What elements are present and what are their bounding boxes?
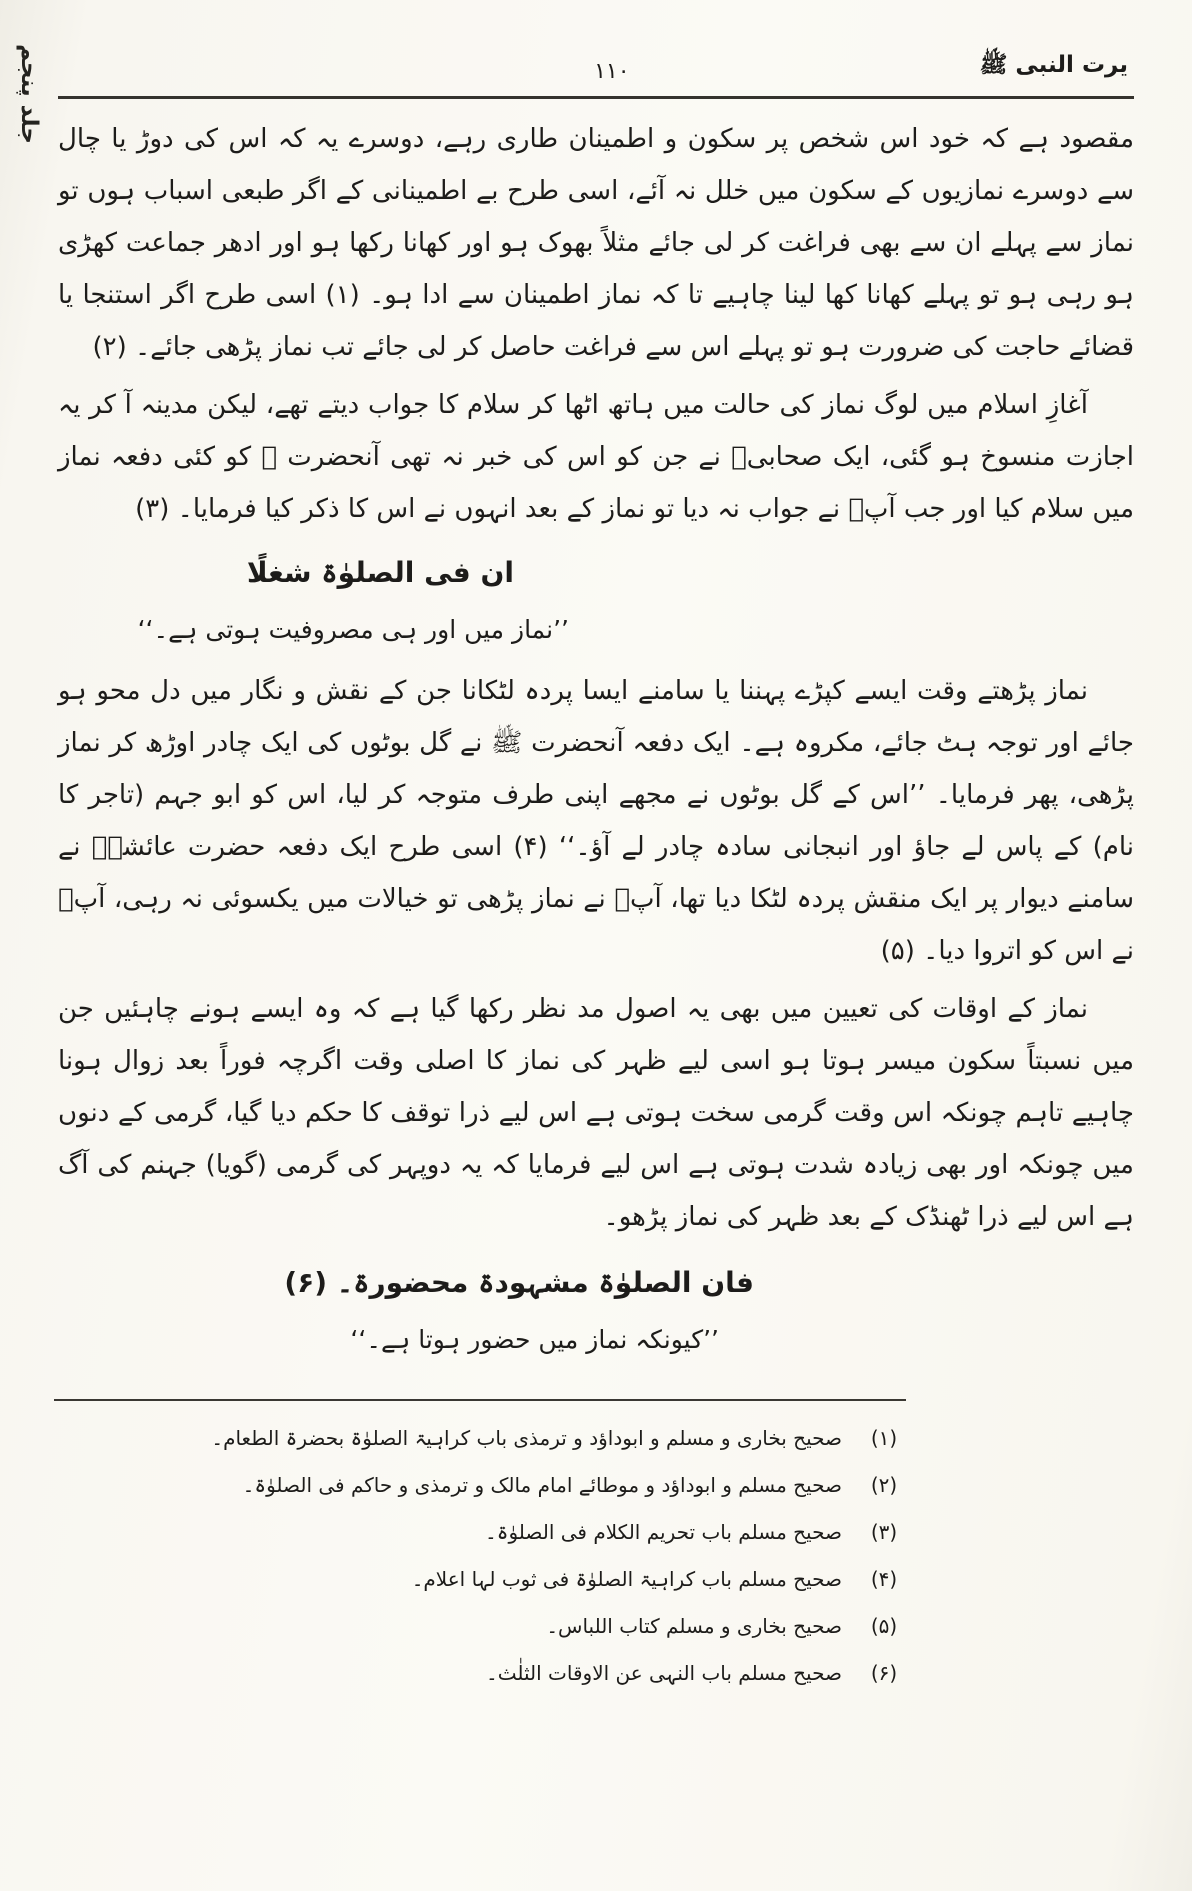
footnote-text: صحیح مسلم باب النہی عن الاوقات الثلٰث۔ <box>486 1661 842 1685</box>
paragraph-salam-in-prayer: آغازِ اسلام میں لوگ نماز کی حالت میں ہاتھ اٹھا کر سلام کا جواب دیتے تھے، لیکن مدینہ آ کر یہ اجازت منسوخ ہو گئی، ایک صحابیؓ نے جن کو اس کی خبر نہ تھی آنحضرت ﷺ کو کئی دفعہ نماز میں سلام کیا اور جب آپؐ نے جواب نہ دیا تو نماز کے بعد انہوں نے اس کا ذکر کیا فرمایا۔ (۳) <box>58 390 1134 524</box>
main-text <box>58 113 1134 1365</box>
paragraph-prayer-times: نماز کے اوقات کی تعیین میں بھی یہ اصول مد نظر رکھا گیا ہے کہ وہ ایسے ہونے چاہئیں جن میں نسبتاً سکون میسر ہوتا ہو اسی لیے ظہر کی نماز کا اصلی وقت اگرچہ فوراً بعد زوال ہونا چاہیے تاہم چونکہ اس وقت گرمی سخت ہوتی ہے اس لیے ذرا توقف کا حکم دیا گیا، گرمی کے دنوں میں چونکہ اور بھی زیادہ شدت ہوتی ہے اس لیے فرمایا کہ یہ دوپہر کی گرمی (گویا) جہنم کی آگ ہے اس لیے ذرا ٹھنڈک کے بعد ظہر کی نماز پڑھو۔ <box>58 994 1134 1232</box>
footnote-text: صحیح مسلم باب کراہیۃ الصلوٰۃ فی ثوب لہا اعلام۔ <box>411 1567 842 1591</box>
footnote-row <box>58 1556 906 1603</box>
quote-translation-1: ’’نماز میں اور ہی مصروفیت ہوتی ہے۔‘‘ <box>137 615 569 644</box>
paragraph-decorated-garments: نماز پڑھتے وقت ایسے کپڑے پہننا یا سامنے ایسا پردہ لٹکانا جن کے نقش و نگار میں دل محو ہو جائے اور توجہ ہٹ جائے، مکروہ ہے۔ ایک دفعہ آنحضرت ﷺ نے گل بوٹوں کی ایک چادر اوڑھ کر نماز پڑھی، پھر فرمایا۔ ’’اس کے گل بوٹوں نے مجھے اپنی طرف متوجہ کر لیا، اس کو ابو جہم (تاجر کا نام) کے پاس لے جاؤ اور انبجانی سادہ چادر لے آؤ۔‘‘ (۴) اسی طرح ایک دفعہ حضرت عائشہؓ نے سامنے دیوار پر ایک منقش پردہ لٹکا دیا تھا، آپؐ نے نماز پڑھی تو خیالات میں یکسوئی نہ رہی، آپؐ نے اس کو اتروا دیا۔ (۵) <box>58 676 1134 966</box>
quote-translation-2: ’’کیونکہ نماز میں حضور ہوتا ہے۔‘‘ <box>350 1325 719 1354</box>
footnote-number: (۳) <box>870 1520 898 1544</box>
footnote-row <box>58 1650 906 1697</box>
footnote-row <box>58 1415 906 1462</box>
footnote-number: (۴) <box>870 1567 898 1591</box>
footnote-row <box>58 1603 906 1650</box>
page-header <box>58 40 1134 92</box>
page-number: ۱۱۰ <box>594 59 630 84</box>
header-rule <box>58 96 1134 99</box>
footnote-number: (۵) <box>870 1614 898 1638</box>
arabic-quote-inna-fis-salat: ان فی الصلوٰۃ شغلًا <box>246 556 514 589</box>
volume-label: جلد پنجم <box>16 44 42 144</box>
footnote-text: صحیح بخاری و مسلم و ابوداؤد و ترمذی باب کراہیۃ الصلوٰۃ بحضرۃ الطعام۔ <box>211 1426 842 1450</box>
footnote-row <box>58 1462 906 1509</box>
footnote-separator <box>54 1399 906 1401</box>
footnote-number: (۶) <box>870 1661 898 1685</box>
arabic-quote-fa-innas-salat: فان الصلوٰۃ مشہودۃ محضورۃ۔ (۶) <box>284 1266 754 1299</box>
paragraph-etiquette-of-calm: مقصود ہے کہ خود اس شخص پر سکون و اطمینان طاری رہے، دوسرے یہ کہ اس کی دوڑ یا چال سے دوسرے نمازیوں کے سکون میں خلل نہ آئے، اسی طرح بے اطمینانی کے اگر طبعی اسباب ہوں تو نماز سے پہلے ان سے بھی فراغت کر لی جائے مثلاً بھوک ہو اور کھانا رکھا ہو اور ادھر جماعت کھڑی ہو رہی ہو تو پہلے کھانا کھا لینا چاہیے تا کہ نماز اطمینان سے ادا ہو۔ (۱) اسی طرح اگر استنجا یا قضائے حاجت کی ضرورت ہو تو پہلے اس سے فراغت حاصل کر لی جائے تب نماز پڑھی جائے۔ (۲) <box>58 124 1134 362</box>
book-title: یرت النبی ﷺ <box>979 52 1128 78</box>
footnote-text: صحیح مسلم و ابوداؤد و موطائے امام مالک و ترمذی و حاکم فی الصلوٰۃ۔ <box>242 1473 842 1497</box>
footnote-number: (۲) <box>870 1473 898 1497</box>
footnote-row <box>58 1509 906 1556</box>
footnote-text: صحیح بخاری و مسلم کتاب اللباس۔ <box>546 1614 842 1638</box>
footnote-number: (۱) <box>870 1426 898 1450</box>
footnotes-section <box>58 1415 906 1697</box>
footnote-text: صحیح مسلم باب تحریم الکلام فی الصلوٰۃ۔ <box>485 1520 842 1544</box>
